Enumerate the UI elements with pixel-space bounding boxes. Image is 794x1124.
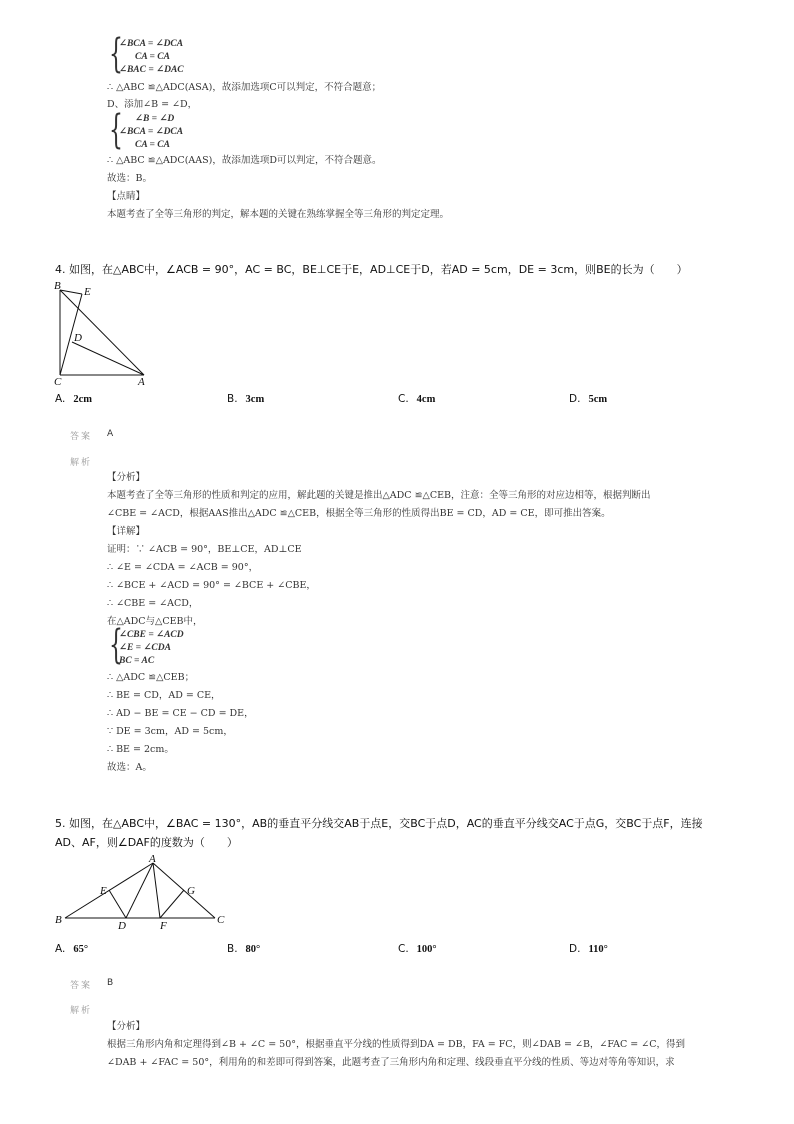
solution-line: ∴ △ABC ≌△ADC(ASA)，故添加选项C可以判定，不符合题意； [107,82,382,93]
section-tag: 【分析】 [107,1021,146,1032]
answer-value: B [107,978,114,988]
solution-line: 根据三角形内角和定理得到∠B + ∠C = 50°，根据垂直平分线的性质得到DA = DB，FA = FC，则∠DAB = ∠B，∠FAC = ∠C，得到 [107,1039,686,1050]
point-label-d: D [118,920,126,932]
analysis-label: 解析 [70,458,93,468]
solution-line: ∴ ∠BCE + ∠ACD = 90° = ∠BCE + ∠CBE， [107,580,316,591]
point-label-e: E [100,885,107,897]
segment-af [153,863,160,918]
point-label-d: D [74,332,82,344]
option-a[interactable]: A. 2cm [55,393,93,405]
point-label-c: C [217,914,225,926]
equation-line: CA = CA [135,140,170,150]
solution-line: ∴ △ADC ≌△CEB； [107,672,195,683]
question-5-text-cont: AD、AF，则∠DAF的度数为（ ） [55,836,238,849]
system-brace: { [109,31,123,77]
equation-line: ∠BCA = ∠DCA [119,127,184,137]
point-label-g: G [187,885,195,897]
question-4-figure [50,280,160,390]
segment-ad [72,342,144,375]
answer-label: 答案 [70,432,93,442]
point-label-c: C [54,376,62,388]
point-label-a: A [149,853,156,865]
solution-line: ∵ DE = 3cm，AD = 5cm， [107,726,233,737]
point-label-f: F [160,920,167,932]
segment-ed [109,890,126,918]
solution-line: ∴ △ABC ≌△ADC(AAS)，故添加选项D可以判定，不符合题意。 [107,155,382,166]
equation-line: ∠BCA = ∠DCA [119,39,184,49]
section-tag: 【分析】 [107,472,146,483]
point-label-a: A [138,376,145,388]
solution-line: 故选：A。 [107,762,152,773]
segment-gf [160,890,184,918]
solution-line: ∠DAB + ∠FAC = 50°，利用角的和差即可得到答案，此题考查了三角形内角和定理、线段垂直平分线的性质、等边对等角等知识，求 [107,1057,675,1068]
solution-line: 本题考查了全等三角形的性质和判定的应用，解此题的关键是推出△ADC ≌△CEB，注意：全等三角形的对应边相等，根据判断出 [107,490,651,501]
option-d[interactable]: D. 5cm [569,393,608,405]
section-tag: 【点睛】 [107,191,146,202]
system-brace: { [109,107,123,153]
question-5-text: 5. 如图，在△ABC中，∠BAC = 130°，AB的垂直平分线交AB于点E，交BC于点D，AC的垂直平分线交AC于点G，交BC于点F，连接 [55,817,703,830]
equation-line: CA = CA [135,52,170,62]
system-brace: { [109,622,123,668]
point-label-b: B [55,914,62,926]
segment-ab [60,290,144,375]
solution-line: 本题考查了全等三角形的判定，解本题的关键在熟练掌握全等三角形的判定定理。 [107,209,450,220]
solution-line: ∠CBE = ∠ACD，根据AAS推出△ADC ≌△CEB，根据全等三角形的性质得出BE = CD，AD = CE，即可推出答案。 [107,508,611,519]
option-b[interactable]: B. 80° [227,943,261,955]
question-4-text: 4. 如图，在△ABC中，∠ACB = 90°，AC = BC，BE⊥CE于E，AD⊥CE于D，若AD = 5cm，DE = 3cm，则BE的长为（ ） [55,263,688,276]
equation-line: ∠E = ∠CDA [119,643,171,653]
solution-line: ∴ ∠CBE = ∠ACD， [107,598,199,609]
solution-line: ∴ ∠E = ∠CDA = ∠ACB = 90°， [107,562,259,573]
option-c[interactable]: C. 4cm [398,393,436,405]
question-5-figure [50,853,230,935]
equation-line: ∠BAC = ∠DAC [119,65,184,75]
solution-line: 证明：∵ ∠ACB = 90°，BE⊥CE，AD⊥CE [107,544,302,555]
section-tag: 【详解】 [107,526,146,537]
equation-line: ∠CBE = ∠ACD [119,630,184,640]
option-d[interactable]: D. 110° [569,943,608,955]
solution-line: ∴ BE = CD，AD = CE， [107,690,221,701]
option-a[interactable]: A. 65° [55,943,89,955]
answer-label: 答案 [70,981,93,991]
solution-line: 在△ADC与△CEB中， [107,616,203,627]
answer-value: A [107,429,114,439]
solution-line: 故选：B。 [107,173,152,184]
solution-line: D、添加∠B = ∠D， [107,99,198,110]
equation-line: BC = AC [119,656,155,666]
option-b[interactable]: B. 3cm [227,393,265,405]
analysis-label: 解析 [70,1006,93,1016]
option-c[interactable]: C. 100° [398,943,437,955]
solution-line: ∴ AD − BE = CE − CD = DE， [107,708,254,719]
point-label-b: B [54,280,61,292]
solution-line: ∴ BE = 2cm。 [107,744,174,755]
equation-line: ∠B = ∠D [135,114,175,124]
point-label-e: E [84,286,91,298]
